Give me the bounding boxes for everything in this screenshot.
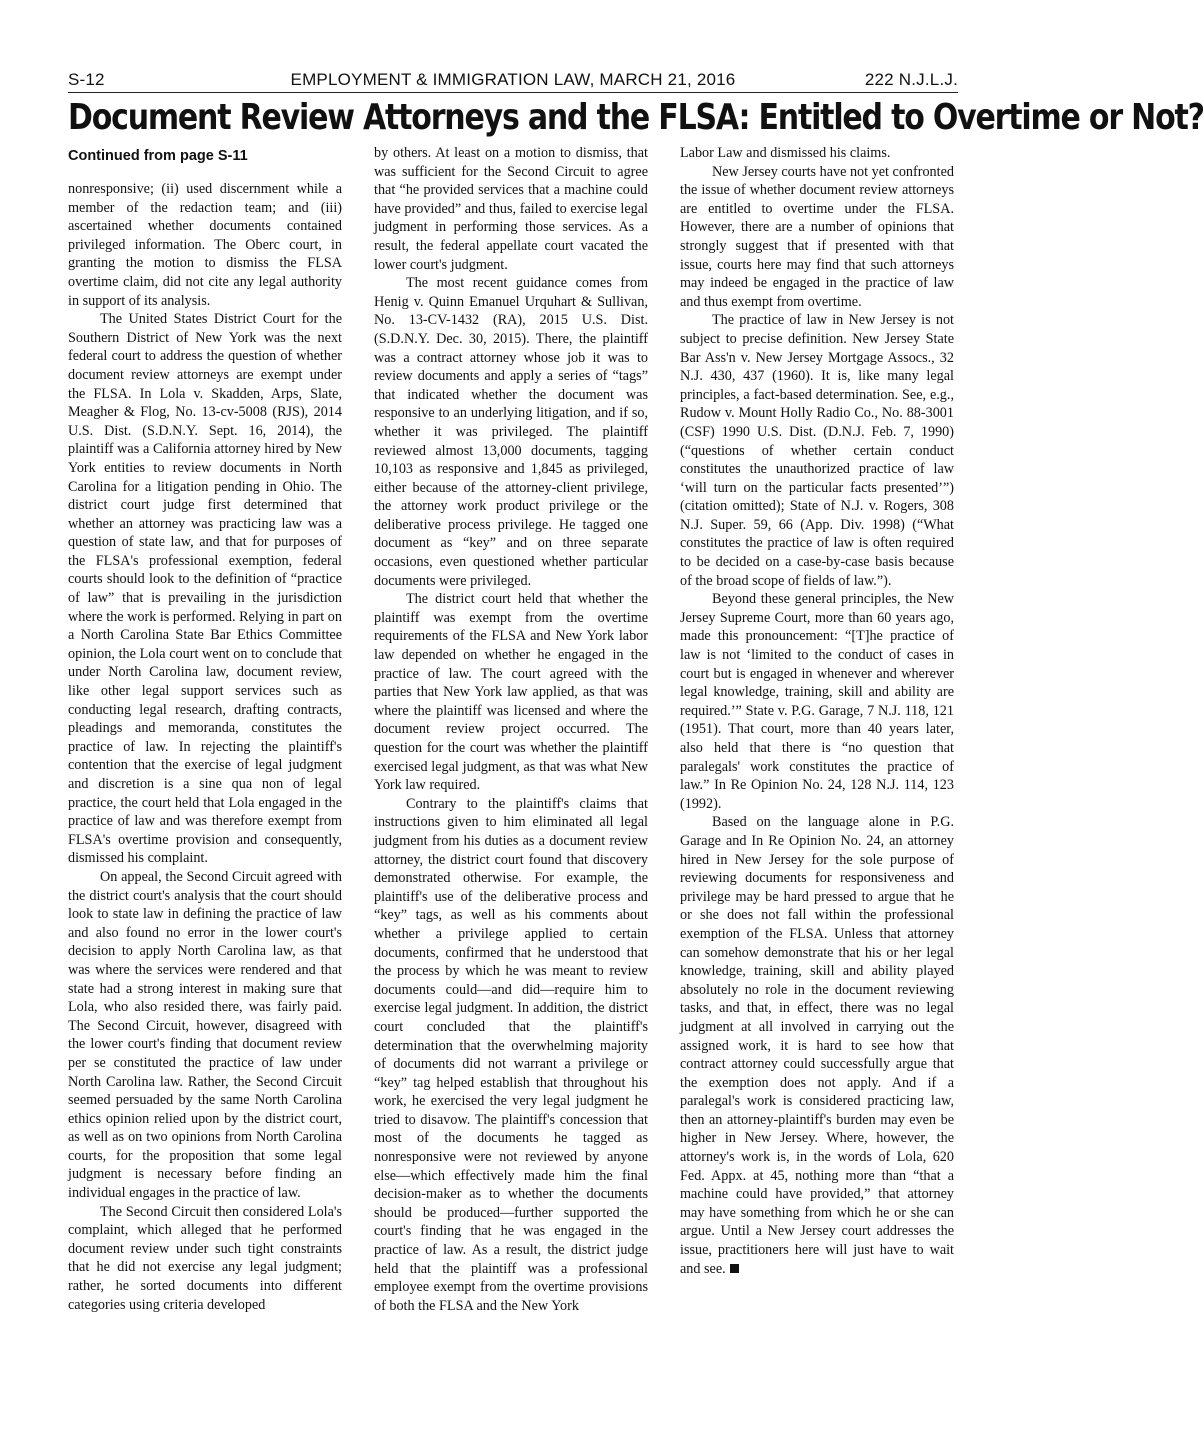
page-number: S-12 bbox=[68, 70, 105, 89]
end-paragraph-text: Based on the language alone in P.G. Garage and In Re Opinion No. 24, an attorney hired in New Jersey for the sole purpose of reviewing documents for responsiveness and privilege may be hard pressed to argue that he or she does not fall within the professional exemption of the FLSA. Unless that attorney can somehow demonstrate that his or her legal knowledge, training, skill and ability played absolutely no role in the document reviewing tasks, and that, in effect, there was no legal judgment at all involved in carrying out the assigned work, it is hard to see how that contract attorney could successfully argue that the exemption does not apply. And if a paralegal's work is considered practicing law, then an attorney-plaintiff's burden may even be higher in New Jersey. Where, however, the attorney's work is, in the words of Lola, 620 Fed. Appx. at 45, nothing more than “that a machine could have provided,” that attorney may have something from which he or she can argue. Until a New Jersey court addresses the issue, practitioners here will just have to wait and see. bbox=[680, 814, 954, 1277]
text-column-3 bbox=[680, 144, 954, 1278]
journal-citation: 222 N.J.L.J. bbox=[864, 70, 958, 89]
text-column-1 bbox=[68, 180, 342, 1314]
article-title: Document Review Attorneys and the FLSA: Entitled to Overtime or Not? bbox=[68, 97, 1204, 139]
paragraph: New Jersey courts have not yet confronted the issue of whether document review attorneys are entitled to overtime under the FLSA. However, there are a number of opinions that strongly suggest that if presented with that issue, courts here may find that such attorneys may indeed be engaged in the practice of law and thus exempt from overtime. bbox=[680, 163, 954, 310]
paragraph: Beyond these general principles, the New Jersey Supreme Court, more than 60 years ago, made this pronouncement: “[T]he practice of law is not ‘limited to the conduct of cases in court but is engaged in whenever and wherever legal knowledge, training, skill and ability are required.’” State v. P.G. Garage, 7 N.J. 118, 121 (1951). That court, more than 40 years later, also held that there is “no question that paralegals' work constitutes the practice of law.” In Re Opinion No. 24, 128 N.J. 114, 123 (1992). bbox=[680, 591, 954, 812]
paragraph: nonresponsive; (ii) used discernment while a member of the redaction team; and (iii) ascertained whether documents contained privileged information. The Oberc court, in granting the motion to dismiss the FLSA overtime claim, did not cite any legal authority in support of its analysis. bbox=[68, 181, 342, 309]
paragraph-continued: by others. At least on a motion to dismiss, that was sufficient for the Second Circuit to agree that “he provided services that a machine could have provided” and thus, failed to exercise legal judgment in performing those services. As a result, the federal appellate court vacated the lower court's judgment. bbox=[374, 145, 648, 273]
running-header bbox=[68, 64, 958, 93]
paragraph: The United States District Court for the Southern District of New York was the next federal court to address the question of whether document review attorneys are exempt under the FLSA. In Lola v. Skadden, Arps, Slate, Meagher & Flog, No. 13-cv-5008 (RJS), 2014 U.S. Dist. (S.D.N.Y. Sept. 16, 2014), the plaintiff was a California attorney hired by New York entities to review documents in North Carolina for a litigation pending in Ohio. The district court judge first determined that whether an attorney was practicing law was a question of state law, and that for purposes of the FLSA's professional exemption, federal courts should look to the definition of “practice of law” that is prevailing in the jurisdiction where the work is performed. Relying in part on a North Carolina State Bar Ethics Committee opinion, the Lola court went on to conclude that under North Carolina law, document review, like other legal support services such as conducting legal research, drafting contracts, pleadings and memoranda, constitutes the practice of law. In rejecting the plaintiff's contention that the exercise of legal judgment and discretion is a sine qua non of legal practice, the court held that Lola engaged in the practice of law and was therefore exempt from FLSA's overtime provision and consequently, dismissed his complaint. bbox=[68, 311, 342, 867]
publication-title: EMPLOYMENT & IMMIGRATION LAW, MARCH 21, 2016 bbox=[290, 70, 736, 89]
paragraph: The most recent guidance comes from Henig v. Quinn Emanuel Urquhart & Sullivan, No. 13-CV-1432 (RA), 2015 U.S. Dist. (S.D.N.Y. Dec. 30, 2015). There, the plaintiff was a contract attorney whose job it was to review documents and apply a series of “tags” that indicated whether the document was responsive to an underlying litigation, and if so, whether it was privileged. The plaintiff reviewed almost 13,000 documents, tagging 10,103 as responsive and 1,845 as privileged, either because of the attorney-client privilege, the attorney work product privilege or the deliberative process privilege. He tagged one document as “key” and on three separate occasions, even questioned whether particular documents were privileged. bbox=[374, 275, 648, 589]
paragraph-continued: Labor Law and dismissed his claims. bbox=[680, 145, 891, 161]
paragraph: The practice of law in New Jersey is not subject to precise definition. New Jersey State Bar Ass'n v. New Jersey Mortgage Assocs., 32 N.J. 430, 437 (1960). It is, like many legal principles, a fact-based determination. See, e.g., Rudow v. Mount Holly Radio Co., No. 88-3001 (CSF) 1990 U.S. Dist. (D.N.J. Feb. 7, 1990) (“questions of whether certain conduct constitutes the unauthorized practice of law ‘will turn on the particular facts presented’”) (citation omitted); State of N.J. v. Rogers, 308 N.J. Super. 59, 66 (App. Div. 1998) (“What constitutes the practice of law is often required to be decided on a case-by-case basis because of the broad scope of fields of law.”). bbox=[680, 312, 954, 589]
paragraph: The Second Circuit then considered Lola's complaint, which alleged that he performed document review under such tight constraints that he did not exercise any legal judgment; rather, he sorted documents into different categories using criteria developed bbox=[68, 1203, 342, 1313]
text-column-2 bbox=[374, 144, 648, 1315]
end-of-article-mark bbox=[730, 1264, 739, 1273]
continued-from-note: Continued from page S-11 bbox=[68, 148, 248, 164]
paragraph: The district court held that whether the plaintiff was exempt from the overtime requirements of the FLSA and New York labor law depended on whether he engaged in the practice of law. The court agreed with the parties that New York law applied, as that was where the plaintiff was licensed and where the document review project occurred. The question for the court was whether the plaintiff exercised legal judgment, as that was what New York law required. bbox=[374, 591, 648, 794]
paragraph bbox=[680, 813, 954, 1278]
paragraph: On appeal, the Second Circuit agreed with the district court's analysis that the court should look to state law in defining the practice of law and also found no error in the lower court's decision to apply North Carolina law, as that was where the services were rendered and that state had a strong interest in making sure that Lola, who also resided there, was fairly paid. The Second Circuit, however, disagreed with the lower court's finding that document review per se constituted the practice of law under North Carolina law. Rather, the Second Circuit seemed persuaded by the same North Carolina ethics opinion relied upon by the district court, as well as on two opinions from North Carolina courts, for the proposition that some legal judgment is necessary before finding an individual engages in the practice of law. bbox=[68, 868, 342, 1202]
paragraph: Contrary to the plaintiff's claims that instructions given to him eliminated all legal judgment from his duties as a document review attorney, the district court found that discovery demonstrated otherwise. For example, the plaintiff's use of the deliberative process and “key” tags, as well as his comments about whether a privilege applied to certain documents, confirmed that he understood that the process by which he was meant to review documents could—and did—require him to exercise legal judgment. In addition, the district court concluded that the plaintiff's determination that the overwhelming majority of documents did not warrant a privilege or “key” tag helped establish that throughout his work, he exercised the very legal judgment he tried to disavow. The plaintiff's concession that most of the documents he tagged as nonresponsive were not reviewed by anyone else—which effectively made him the final decision-maker as to whether the documents should be produced—further supported the court's finding that he was engaged in the practice of law. As a result, the district judge held that the plaintiff was a professional employee exempt from the overtime provisions of both the FLSA and the New York bbox=[374, 795, 648, 1314]
